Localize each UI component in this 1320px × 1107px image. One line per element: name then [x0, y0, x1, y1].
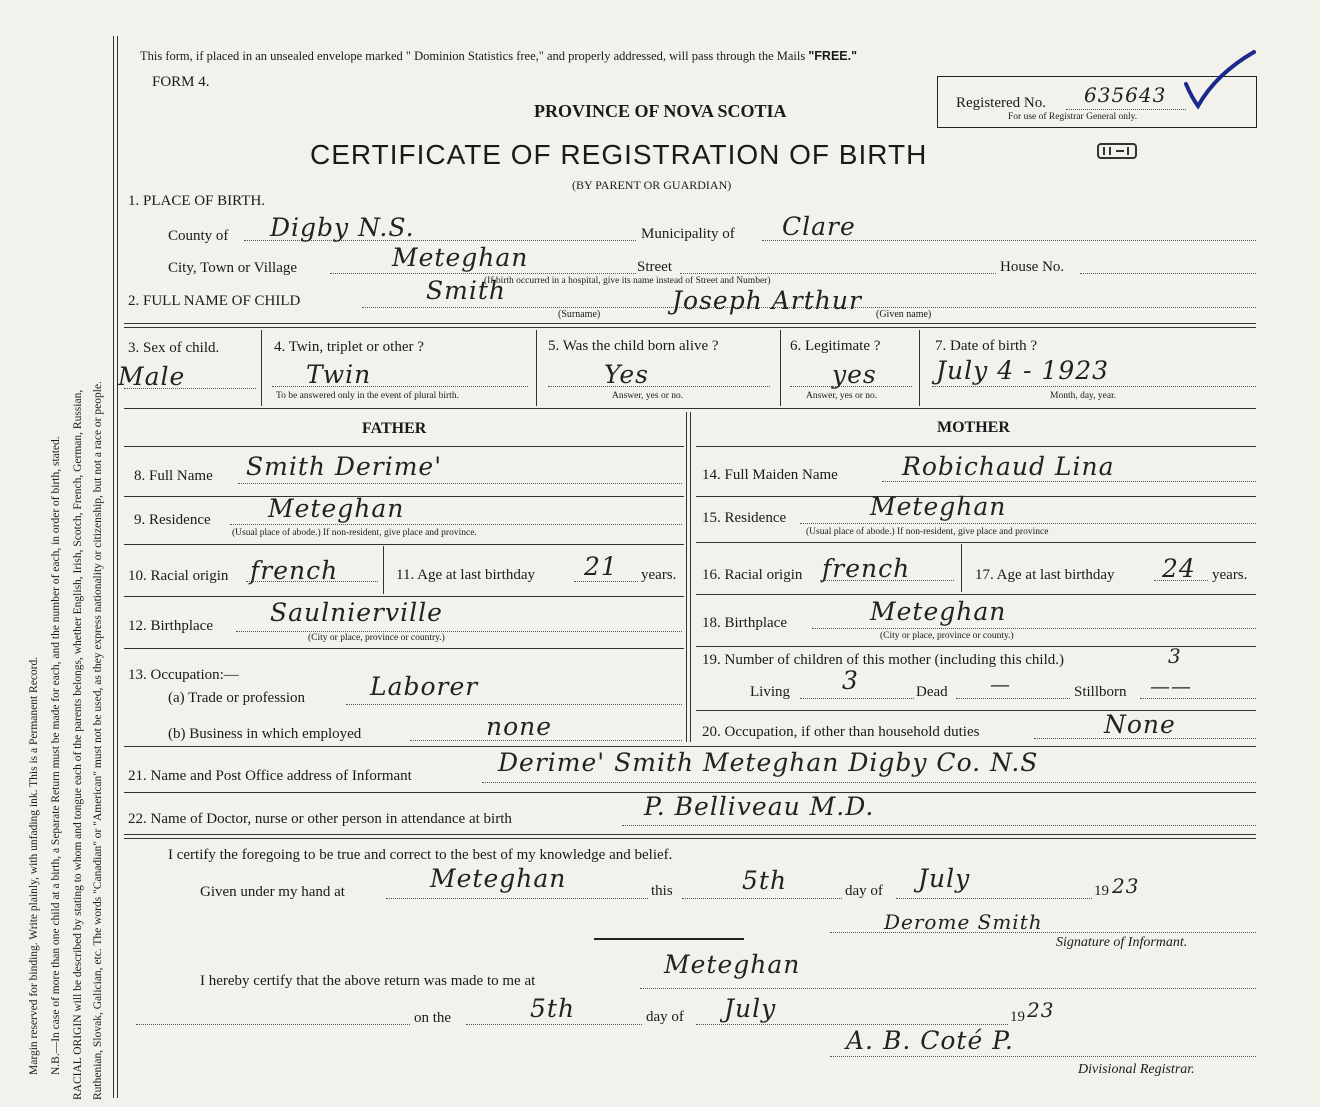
municipality-label: Municipality of — [641, 226, 735, 242]
father-trade-value: Laborer — [370, 672, 479, 701]
father-residence-value: Meteghan — [268, 494, 405, 523]
stamp-mark-icon — [1096, 141, 1138, 161]
street-note: (If birth occurred in a hospital, give its name instead of Street and Number) — [484, 276, 771, 286]
sex-label: 3. Sex of child. — [128, 340, 220, 356]
mother-children-value: 3 — [1168, 644, 1182, 668]
father-birthplace-value: Saulnierville — [270, 598, 443, 627]
twin-value: Twin — [306, 360, 372, 389]
father-occupation-label: 13. Occupation:— — [128, 667, 239, 683]
form-number: FORM 4. — [152, 74, 210, 90]
registrar-statement: I hereby certify that the above return was made to me at — [200, 973, 536, 989]
father-birthplace-note: (City or place, province or country.) — [308, 633, 445, 643]
mother-racial-value: french — [822, 554, 911, 583]
mother-residence-value: Meteghan — [870, 492, 1007, 521]
mother-birthplace-note: (City or place, province or county.) — [880, 631, 1014, 641]
child-given-name: Joseph Arthur — [672, 286, 862, 315]
dob-value: July 4 - 1923 — [936, 356, 1110, 385]
mother-name-value: Robichaud Lina — [902, 452, 1115, 481]
father-trade-label: (a) Trade or profession — [168, 690, 306, 706]
given-year-value: 23 — [1112, 874, 1140, 898]
registrar-use-note: For use of Registrar General only. — [1008, 112, 1138, 122]
mother-dead-label: Dead — [916, 684, 948, 700]
margin-rule — [113, 36, 114, 1098]
given-name-caption: (Given name) — [876, 309, 932, 320]
mother-birthplace-value: Meteghan — [870, 597, 1007, 626]
margin-note-racial-origin-cont: Ruthenian, Slovak, Galician, etc. The words "Canadian" or "American" must not be used, as they express nationality or citizenship, but not a race or people. — [92, 381, 104, 1100]
checkmark-icon — [1180, 48, 1260, 110]
twin-note: To be answered only in the event of plural birth. — [276, 391, 459, 401]
father-name-value: Smith Derime' — [246, 452, 443, 481]
father-business-value: none — [486, 712, 553, 741]
legitimate-value: yes — [832, 360, 877, 389]
mail-notice — [140, 49, 857, 64]
informant-value: Derime' Smith Meteghan Digby Co. N.S — [498, 748, 1039, 777]
mother-racial-label: 16. Racial origin — [702, 567, 803, 583]
born-alive-note: Answer, yes or no. — [612, 391, 684, 401]
city-value: Meteghan — [392, 243, 529, 272]
father-residence-note: (Usual place of abode.) If non-resident, give place and province. — [232, 528, 477, 538]
registrar-signature: A. B. Coté P. — [846, 1026, 1014, 1055]
on-the-label: on the — [414, 1010, 452, 1026]
dob-note: Month, day, year. — [1050, 391, 1117, 401]
registered-number: 635643 — [1084, 83, 1167, 107]
mother-stillborn-label: Stillborn — [1074, 684, 1127, 700]
certificate-subtitle: (BY PARENT OR GUARDIAN) — [572, 178, 732, 192]
child-surname: Smith — [426, 276, 506, 305]
house-number-label: House No. — [1000, 259, 1065, 275]
informant-signature-label: Signature of Informant. — [1056, 935, 1188, 950]
mother-occupation-value: None — [1104, 710, 1176, 739]
born-alive-label: 5. Was the child born alive ? — [548, 338, 719, 354]
county-value: Digby N.S. — [270, 213, 415, 242]
informant-label: 21. Name and Post Office address of Informant — [128, 768, 412, 784]
registrar-year-value: 23 — [1027, 998, 1055, 1022]
given-month-value: July — [918, 864, 971, 893]
born-alive-value: Yes — [604, 360, 649, 389]
sex-value: Male — [118, 362, 186, 391]
mother-children-label: 19. Number of children of this mother (including this child.) — [702, 652, 1065, 668]
certify-statement: I certify the foregoing to be true and correct to the best of my knowledge and belief. — [168, 847, 673, 863]
father-heading: FATHER — [362, 420, 427, 437]
registrar-day-of-label: day of — [646, 1009, 684, 1025]
father-birthplace-label: 12. Birthplace — [128, 618, 213, 634]
registrar-signature-label: Divisional Registrar. — [1078, 1062, 1195, 1077]
day-of-label: day of — [845, 883, 883, 899]
street-label: Street — [637, 259, 672, 275]
mother-age-value: 24 — [1162, 554, 1196, 583]
child-name-label: 2. FULL NAME OF CHILD — [128, 293, 301, 309]
mother-residence-label: 15. Residence — [702, 510, 787, 526]
registrar-day-value: 5th — [530, 994, 576, 1023]
given-under-hand-label: Given under my hand at — [200, 884, 345, 900]
mother-name-label: 14. Full Maiden Name — [702, 467, 838, 483]
margin-note-racial-origin: RACIAL ORIGIN will be described by stating to whom and tongue each of the parents belongs, whether English, Irish, Scotch, French, German, Russian, — [72, 389, 84, 1100]
father-name-label: 8. Full Name — [134, 468, 213, 484]
binding-margin — [0, 0, 110, 1107]
given-day-value: 5th — [742, 866, 788, 895]
registrar-place-value: Meteghan — [664, 950, 801, 979]
margin-note-binding: Margin reserved for binding. Write plainly, with unfading ink. This is a Permanent Record. — [28, 656, 40, 1075]
father-age-value: 21 — [584, 552, 618, 581]
mother-living-value: 3 — [842, 666, 859, 695]
legitimate-note: Answer, yes or no. — [806, 391, 878, 401]
municipality-value: Clare — [782, 212, 856, 241]
mother-heading: MOTHER — [937, 419, 1010, 436]
doctor-value: P. Belliveau M.D. — [644, 792, 875, 821]
father-residence-label: 9. Residence — [134, 512, 211, 528]
informant-signature: Derome Smith — [884, 910, 1043, 934]
province-heading: PROVINCE OF NOVA SCOTIA — [534, 101, 787, 121]
city-label: City, Town or Village — [168, 260, 298, 276]
father-racial-value: french — [250, 556, 339, 585]
dob-label: 7. Date of birth ? — [935, 338, 1038, 354]
father-racial-label: 10. Racial origin — [128, 568, 229, 584]
margin-rule-inner — [117, 36, 118, 1098]
legitimate-label: 6. Legitimate ? — [790, 338, 881, 354]
registered-label: Registered No. — [956, 95, 1046, 111]
father-business-label: (b) Business in which employed — [168, 726, 362, 742]
county-label: County of — [168, 228, 229, 244]
place-heading: 1. PLACE OF BIRTH. — [128, 193, 266, 209]
mail-notice-free: "FREE." — [808, 49, 858, 63]
twin-label: 4. Twin, triplet or other ? — [274, 339, 424, 355]
mother-residence-note: (Usual place of abode.) If non-resident, give place and province — [806, 527, 1049, 537]
margin-note-multiple-births: N.B.—In case of more than one child at a birth, a Separate Return must be made for each, and the number of each, in order of birth, stated. — [50, 436, 62, 1075]
mother-stillborn-value: —— — [1150, 674, 1192, 698]
certificate-title: CERTIFICATE OF REGISTRATION OF BIRTH — [310, 139, 928, 170]
mother-years-label: years. — [1212, 567, 1248, 583]
mother-living-label: Living — [750, 684, 790, 700]
father-age-label: 11. Age at last birthday — [396, 567, 535, 583]
registrar-year-prefix: 19 — [1010, 1009, 1025, 1025]
mail-notice-text: This form, if placed in an unsealed envelope marked " Dominion Statistics free," and properly addressed, will pass through the Mails — [140, 49, 806, 63]
mother-dead-value: — — [990, 672, 1011, 696]
mother-age-label: 17. Age at last birthday — [975, 567, 1115, 583]
surname-caption: (Surname) — [558, 309, 601, 320]
father-years-label: years. — [641, 567, 677, 583]
this-label: this — [651, 883, 673, 899]
registrar-month-value: July — [724, 994, 777, 1023]
doctor-label: 22. Name of Doctor, nurse or other person in attendance at birth — [128, 811, 512, 827]
mother-birthplace-label: 18. Birthplace — [702, 615, 787, 631]
year-prefix: 19 — [1094, 883, 1109, 899]
mother-occupation-label: 20. Occupation, if other than household duties — [702, 724, 980, 740]
given-place-value: Meteghan — [430, 864, 567, 893]
